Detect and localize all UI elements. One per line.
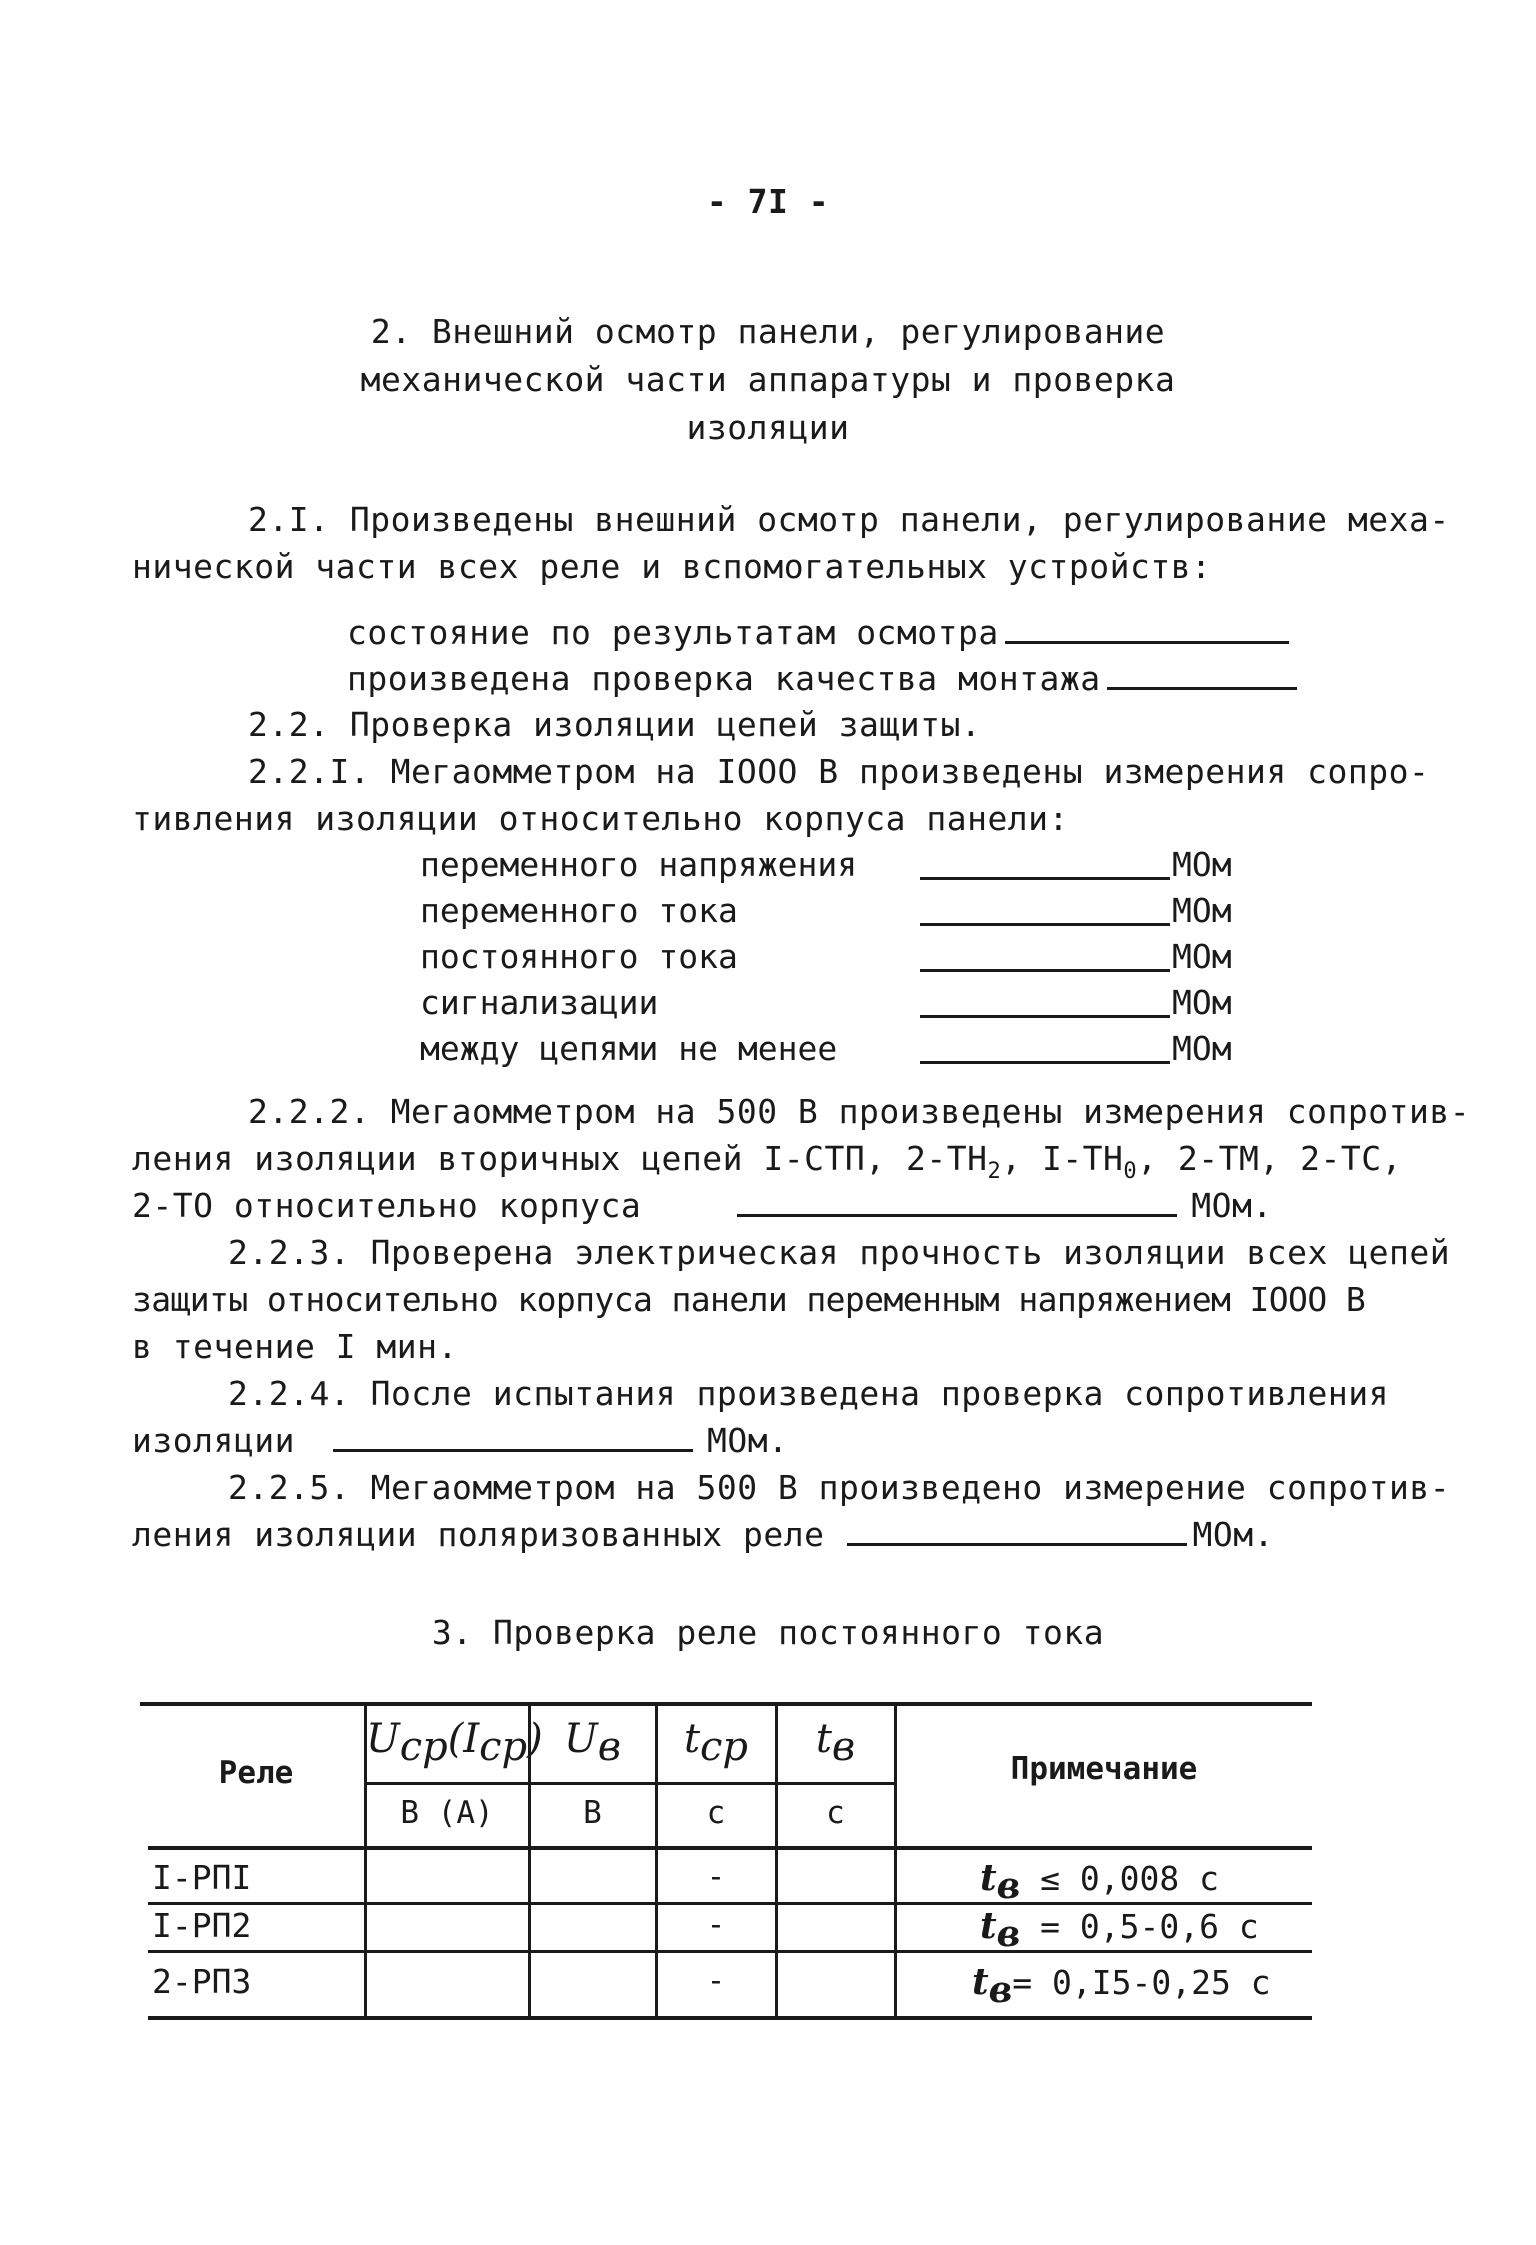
table-row-3-note	[972, 1962, 1271, 2010]
line-2-unit: МОм.	[706, 1421, 789, 1460]
item-2-blank-line	[1107, 659, 1297, 690]
measurement-unit: МОм	[1172, 845, 1232, 884]
t-symbol: t	[980, 1905, 997, 1947]
header-relay: Реле	[218, 1755, 294, 1791]
paragraph-2-2-4-line-1: 2.2.4. После испытания произведена проверка сопротивления	[228, 1374, 1389, 1413]
measurement-label: переменного тока	[420, 891, 738, 930]
table-row-1-relay: I-РПI	[152, 1858, 252, 1897]
subscript-2: 2	[987, 1159, 1002, 1184]
table-bottom-border	[148, 2016, 1312, 2020]
measurement-row	[420, 983, 1240, 1027]
ucp-subscript: ср	[399, 1724, 448, 1770]
line-2-text-a: ления изоляции вторичных цепей I-СТП, 2-ТН	[132, 1139, 988, 1178]
ub-subscript: в	[597, 1724, 621, 1770]
tb-subscript: в	[996, 1865, 1021, 1907]
paragraph-2-1-item-2	[347, 659, 1303, 699]
paragraph-2-2-2-line-1: 2.2.2. Мегаомметром на 500 В произведены измерения сопротив-	[248, 1092, 1471, 1131]
header-ub-unit: В	[583, 1795, 602, 1831]
header-tb-unit: с	[826, 1795, 845, 1831]
measurement-blank-line	[920, 969, 1170, 972]
item-1-blank-line	[1005, 613, 1289, 644]
t-symbol: t	[972, 1961, 989, 2003]
note-text: ≤ 0,008 с	[1040, 1859, 1219, 1898]
section-2-title-line-1: 2. Внешний осмотр панели, регулирование	[370, 312, 1166, 351]
measurement-label: постоянного тока	[420, 937, 738, 976]
note-text: = 0,5-0,6 с	[1040, 1907, 1259, 1946]
paragraph-2-1-line-1: 2.I. Произведены внешний осмотр панели, регулирование меха-	[248, 500, 1450, 539]
relay-table	[140, 1702, 1312, 2022]
table-row-1-note	[980, 1858, 1219, 1906]
section-2-title-line-3: изоляции	[686, 408, 850, 447]
paragraph-2-2-5-line-1: 2.2.5. Мегаомметром на 500 В произведено измерение сопротив-	[228, 1468, 1451, 1507]
measurement-label: переменного напряжения	[420, 845, 858, 884]
measurement-unit: МОм	[1172, 983, 1232, 1022]
measurement-unit: МОм	[1172, 937, 1232, 976]
close-paren: )	[527, 1716, 543, 1762]
line-3-text: 2-ТО относительно корпуса	[132, 1186, 642, 1225]
item-2-text: произведена проверка качества монтажа	[347, 659, 1101, 698]
line-2-text: изоляции	[132, 1421, 295, 1460]
measurement-unit: МОм	[1172, 891, 1232, 930]
header-tcp-symbol	[657, 1716, 775, 1770]
note-text: = 0,I5-0,25 с	[1012, 1963, 1271, 2002]
measurement-row	[420, 891, 1240, 935]
paragraph-2-1-line-2: нической части всех реле и вспомогательных устройств:	[132, 547, 1212, 586]
icp-subscript: ср	[479, 1724, 528, 1770]
header-bottom-border	[148, 1846, 1312, 1850]
table-top-border	[140, 1702, 1312, 1706]
paragraph-2-2-2-line-2	[132, 1139, 1402, 1192]
tb-subscript: в	[831, 1724, 856, 1770]
paragraph-2-2-1-line-2: тивления изоляции относительно корпуса панели:	[132, 799, 1069, 838]
tb-subscript: в	[996, 1913, 1021, 1955]
measurement-blank-line	[920, 1061, 1170, 1064]
table-row-3-relay: 2-РП3	[152, 1962, 252, 2001]
line-2-text-c: , 2-ТМ, 2-ТС,	[1137, 1139, 1402, 1178]
paragraph-2-2-5-line-2	[132, 1515, 1274, 1555]
u-symbol: U	[366, 1716, 400, 1762]
section-2-title-line-2: механической части аппаратуры и проверка	[360, 360, 1176, 399]
u-symbol: U	[564, 1716, 598, 1762]
line-2-text: ления изоляции поляризованных реле	[132, 1515, 825, 1554]
paragraph-2-2-3-line-3: в течение I мин.	[132, 1327, 458, 1366]
line-2-text-b: , I-ТН	[1001, 1139, 1124, 1178]
measurement-row	[420, 1029, 1240, 1073]
item-1-text: состояние по результатам осмотра	[347, 613, 999, 652]
resistance-blank-line	[333, 1421, 693, 1452]
subscript-0: 0	[1123, 1159, 1138, 1184]
t-symbol: t	[980, 1857, 997, 1899]
measurement-blank-line	[920, 1015, 1170, 1018]
header-tb-symbol	[777, 1716, 894, 1770]
line-3-unit: МОм.	[1191, 1186, 1273, 1225]
resistance-blank-line	[737, 1186, 1177, 1217]
section-3-title: 3. Проверка реле постоянного тока	[431, 1613, 1105, 1652]
measurement-row	[420, 937, 1240, 981]
header-mid-border	[364, 1782, 894, 1785]
table-row-2-relay: I-РП2	[152, 1906, 252, 1945]
page-number: - 7I -	[706, 182, 830, 221]
tb-subscript: в	[988, 1969, 1013, 2011]
i-symbol: (I	[447, 1716, 480, 1762]
header-ub-symbol	[530, 1716, 655, 1770]
table-row-1-tcp: -	[706, 1859, 726, 1895]
measurement-unit: МОм	[1172, 1029, 1232, 1068]
header-ucp-symbol	[366, 1716, 543, 1770]
tcp-subscript: ср	[700, 1724, 749, 1770]
t-symbol: t	[683, 1716, 701, 1762]
line-2-unit: МОм.	[1192, 1515, 1274, 1554]
resistance-blank-line	[847, 1515, 1187, 1546]
t-symbol: t	[815, 1716, 832, 1762]
table-row-2-note	[980, 1906, 1259, 1954]
measurement-row	[420, 845, 1240, 889]
header-ucp-unit: В (А)	[400, 1795, 494, 1831]
header-note: Примечание	[1010, 1751, 1198, 1787]
table-row-2-tcp: -	[706, 1907, 726, 1943]
header-tcp-unit: с	[706, 1795, 726, 1831]
paragraph-2-2-1-line-1: 2.2.I. Мегаомметром на IООО В произведены измерения сопро-	[248, 752, 1430, 791]
paragraph-2-2-2-line-3	[132, 1186, 1273, 1226]
paragraph-2-2-3-line-2: защиты относительно корпуса панели переменным напряжением IООО В	[132, 1280, 1366, 1319]
paragraph-2-2: 2.2. Проверка изоляции цепей защиты.	[248, 705, 982, 744]
measurement-label: сигнализации	[420, 983, 659, 1022]
measurement-label: между цепями не менее	[420, 1029, 838, 1068]
table-row-3-tcp: -	[706, 1963, 726, 1999]
paragraph-2-2-4-line-2	[132, 1421, 788, 1461]
measurement-blank-line	[920, 923, 1170, 926]
measurement-blank-line	[920, 877, 1170, 880]
paragraph-2-1-item-1	[347, 613, 1295, 653]
paragraph-2-2-3-line-1: 2.2.3. Проверена электрическая прочность изоляции всех цепей	[228, 1233, 1451, 1272]
